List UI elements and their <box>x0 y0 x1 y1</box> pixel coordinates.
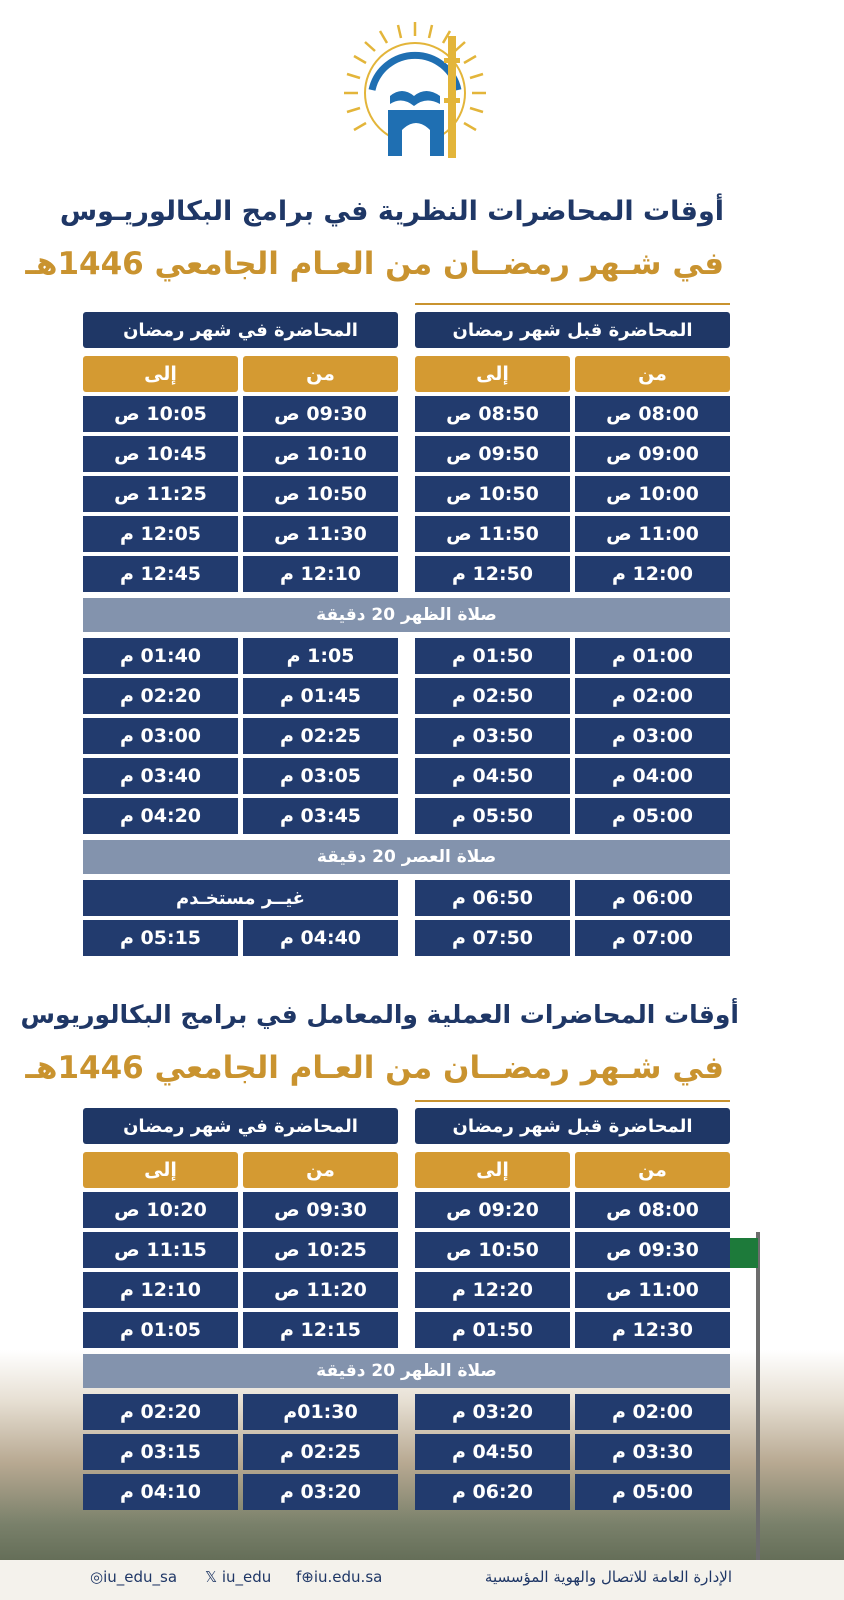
table-cell: 09:30 ص <box>575 1232 730 1268</box>
table-cell: 09:00 ص <box>575 436 730 472</box>
section1-title: أوقات المحاضرات النظرية في برامج البكالوريـوس <box>59 196 724 227</box>
table-cell: 10:05 ص <box>83 396 238 432</box>
table-cell: 02:20 م <box>83 678 238 714</box>
table-cell: 11:20 ص <box>243 1272 398 1308</box>
section1-subtitle: في شـهر رمضــان من العـام الجامعي 1446هـ <box>25 246 724 282</box>
instagram-link[interactable] <box>90 1568 177 1586</box>
section2-subtitle: في شـهر رمضــان من العـام الجامعي 1446هـ <box>25 1050 724 1086</box>
table-cell: 12:50 م <box>415 556 570 592</box>
divider <box>415 1100 730 1102</box>
table-cell: 01:45 م <box>243 678 398 714</box>
divider <box>415 303 730 305</box>
table-cell: 02:50 م <box>415 678 570 714</box>
table-cell: 03:00 م <box>83 718 238 754</box>
table-cell: 04:10 م <box>83 1474 238 1510</box>
table-cell: 11:00 ص <box>575 1272 730 1308</box>
col-to-before: إلى <box>415 1152 570 1188</box>
table-cell: 03:15 م <box>83 1434 238 1470</box>
table-cell: 02:25 م <box>243 1434 398 1470</box>
table-cell: 08:50 ص <box>415 396 570 432</box>
table-cell: 05:50 م <box>415 798 570 834</box>
table-cell: 04:20 م <box>83 798 238 834</box>
table-cell: 10:50 ص <box>415 476 570 512</box>
col-to-before: إلى <box>415 356 570 392</box>
flagpole <box>756 1232 760 1562</box>
table-cell: 04:40 م <box>243 920 398 956</box>
header-before-ramadan: المحاضرة قبل شهر رمضان <box>415 312 730 348</box>
table-cell: 01:05 م <box>83 1312 238 1348</box>
table-cell: 03:20 م <box>243 1474 398 1510</box>
table-cell: 09:20 ص <box>415 1192 570 1228</box>
col-from-during: من <box>243 356 398 392</box>
x-handle: iu_edu <box>221 1568 272 1586</box>
table-cell: 10:10 ص <box>243 436 398 472</box>
table-cell: 11:30 ص <box>243 516 398 552</box>
table-cell: 04:50 م <box>415 758 570 794</box>
x-icon: 𝕏 <box>205 1568 222 1586</box>
table-cell: 12:30 م <box>575 1312 730 1348</box>
col-from-before: من <box>575 356 730 392</box>
table-cell: 09:30 ص <box>243 1192 398 1228</box>
header-during-ramadan: المحاضرة في شهر رمضان <box>83 1108 398 1144</box>
table-cell: 06:50 م <box>415 880 570 916</box>
table-cell: 02:20 م <box>83 1394 238 1430</box>
table-cell: 12:15 م <box>243 1312 398 1348</box>
website-url: iu.edu.sa <box>313 1568 383 1586</box>
table-cell: 1:05 م <box>243 638 398 674</box>
table-cell: 01:50 م <box>415 638 570 674</box>
table-cell: 03:45 م <box>243 798 398 834</box>
table-cell: 02:00 م <box>575 1394 730 1430</box>
table-cell: 12:45 م <box>83 556 238 592</box>
table-cell: 10:20 ص <box>83 1192 238 1228</box>
table-cell: 09:30 ص <box>243 396 398 432</box>
x-link[interactable] <box>205 1568 271 1586</box>
table-cell: 12:10 م <box>83 1272 238 1308</box>
table-cell: 11:15 ص <box>83 1232 238 1268</box>
table-cell: 03:05 م <box>243 758 398 794</box>
table-cell: 10:25 ص <box>243 1232 398 1268</box>
table-cell: 10:50 ص <box>415 1232 570 1268</box>
table-cell: 08:00 ص <box>575 396 730 432</box>
col-from-during: من <box>243 1152 398 1188</box>
instagram-icon: ◎ <box>90 1568 104 1586</box>
table-cell: 12:05 م <box>83 516 238 552</box>
department-name: الإدارة العامة للاتصال والهوية المؤسسية <box>484 1568 732 1586</box>
table-cell: 12:00 م <box>575 556 730 592</box>
table-cell: 05:00 م <box>575 798 730 834</box>
table-cell: 02:25 م <box>243 718 398 754</box>
col-from-before: من <box>575 1152 730 1188</box>
facebook-globe-icon: f⊕ <box>296 1568 314 1586</box>
header-during-ramadan: المحاضرة في شهر رمضان <box>83 312 398 348</box>
table-cell: 05:15 م <box>83 920 238 956</box>
table-cell: 09:50 ص <box>415 436 570 472</box>
table-cell: 06:00 م <box>575 880 730 916</box>
table-cell: 10:50 ص <box>243 476 398 512</box>
table-cell: 05:00 م <box>575 1474 730 1510</box>
table-cell: 10:45 ص <box>83 436 238 472</box>
table-cell: 10:00 ص <box>575 476 730 512</box>
section2-title: أوقات المحاضرات العملية والمعامل في برامج البكالوريوس <box>20 1000 739 1029</box>
col-to-during: إلى <box>83 356 238 392</box>
table-cell: 03:00 م <box>575 718 730 754</box>
table-cell: 02:00 م <box>575 678 730 714</box>
table-cell: 03:30 م <box>575 1434 730 1470</box>
prayer-break-dhuhr: صلاة الظهر 20 دقيقة <box>83 598 730 632</box>
table-cell: 07:00 م <box>575 920 730 956</box>
table-cell: 07:50 م <box>415 920 570 956</box>
table-cell: 01:50 م <box>415 1312 570 1348</box>
prayer-break-asr: صلاة العصر 20 دقيقة <box>83 840 730 874</box>
table-cell: 11:50 ص <box>415 516 570 552</box>
prayer-break-dhuhr: صلاة الظهر 20 دقيقة <box>83 1354 730 1388</box>
header-before-ramadan: المحاضرة قبل شهر رمضان <box>415 1108 730 1144</box>
table-cell: 04:00 م <box>575 758 730 794</box>
table-cell: 01:40 م <box>83 638 238 674</box>
instagram-handle: iu_edu_sa <box>103 1568 178 1586</box>
table-cell: 01:00 م <box>575 638 730 674</box>
table-cell: 11:00 ص <box>575 516 730 552</box>
unused-slot: غيــر مستخـدم <box>83 880 398 916</box>
website-link[interactable] <box>296 1568 382 1586</box>
table-cell: 12:20 م <box>415 1272 570 1308</box>
table-cell: 03:20 م <box>415 1394 570 1430</box>
table-cell: 03:50 م <box>415 718 570 754</box>
col-to-during: إلى <box>83 1152 238 1188</box>
table-cell: 06:20 م <box>415 1474 570 1510</box>
table-cell: 08:00 ص <box>575 1192 730 1228</box>
table-cell: 12:10 م <box>243 556 398 592</box>
table-cell: 11:25 ص <box>83 476 238 512</box>
table-cell: 03:40 م <box>83 758 238 794</box>
university-emblem-icon <box>340 18 490 168</box>
table-cell: 04:50 م <box>415 1434 570 1470</box>
table-cell: 01:30م <box>243 1394 398 1430</box>
